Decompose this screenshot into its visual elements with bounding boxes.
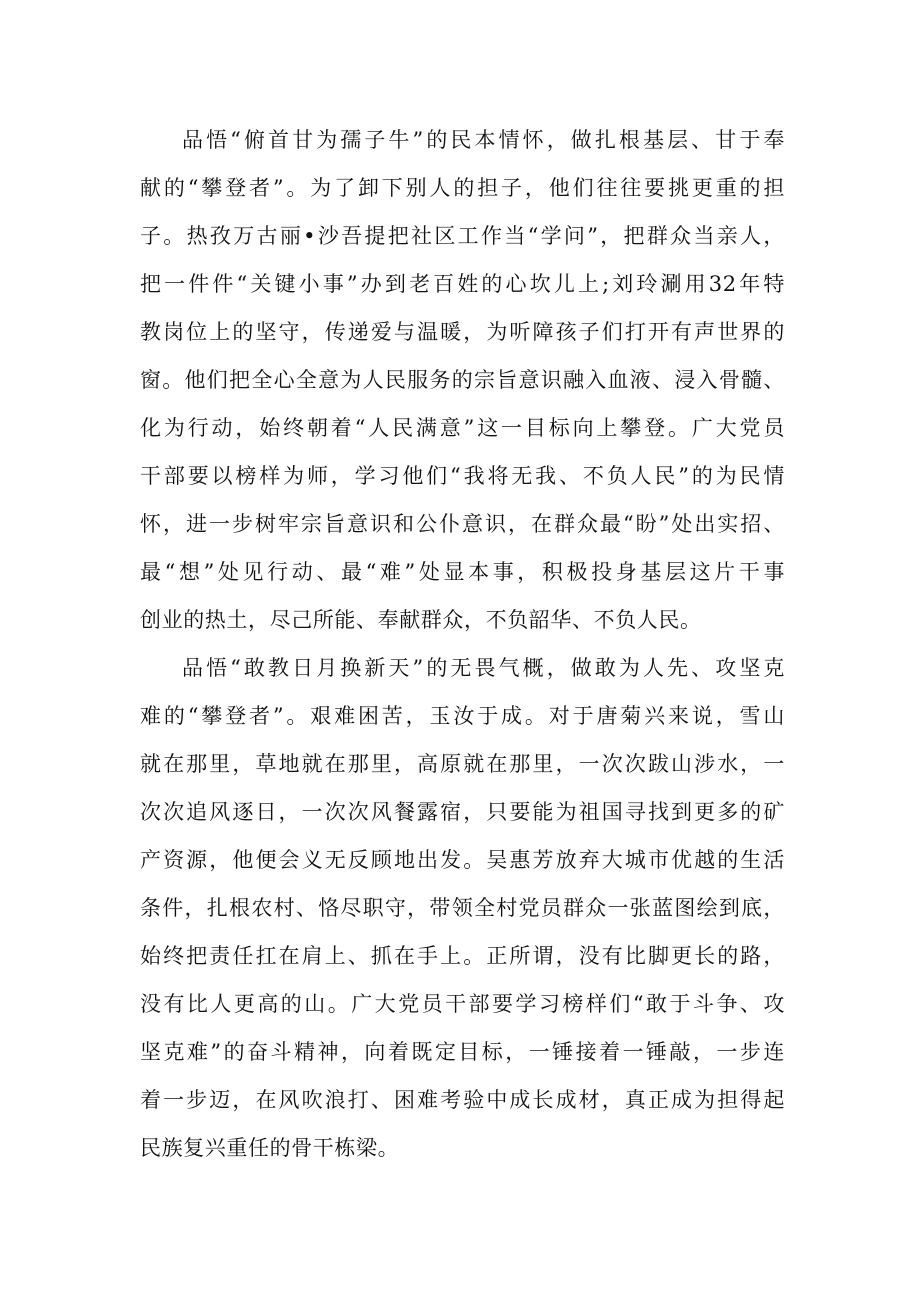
- paragraph-line: 子。热孜万古丽•沙吾提把社区工作当“学问”，把群众当亲人，: [140, 224, 785, 248]
- paragraph-line: 最“想”处见行动、最“难”处显本事，积极投身基层这片干事: [140, 560, 785, 584]
- paragraph-line: 窗。他们把全心全意为人民服务的宗旨意识融入血液、浸入骨髓、: [140, 368, 785, 392]
- paragraph-line: 没有比人更高的山。广大党员干部要学习榜样们“敢于斗争、攻: [140, 992, 785, 1016]
- paragraph-1: [140, 116, 785, 644]
- paragraph-line: 品悟“俯首甘为孺子牛”的民本情怀，做扎根基层、甘于奉: [182, 128, 785, 152]
- paragraph-line: 怀，进一步树牢宗旨意识和公仆意识，在群众最“盼”处出实招、: [140, 512, 785, 536]
- paragraph-line: 教岗位上的坚守，传递爱与温暖，为听障孩子们打开有声世界的: [140, 320, 785, 344]
- paragraph-line: 条件，扎根农村、恪尽职守，带领全村党员群众一张蓝图绘到底，: [140, 896, 785, 920]
- paragraph-line: 产资源，他便会义无反顾地出发。吴惠芳放弃大城市优越的生活: [140, 848, 785, 872]
- paragraph-line: 品悟“敢教日月换新天”的无畏气概，做敢为人先、攻坚克: [182, 656, 785, 680]
- document-body: [140, 116, 785, 1172]
- paragraph-line: 坚克难”的奋斗精神，向着既定目标，一锤接着一锤敲，一步连: [140, 1040, 785, 1064]
- paragraph-line: 把一件件“关键小事”办到老百姓的心坎儿上;刘玲涮用32年特: [140, 272, 785, 296]
- paragraph-line: 化为行动，始终朝着“人民满意”这一目标向上攀登。广大党员: [140, 416, 785, 440]
- paragraph-line: 始终把责任扛在肩上、抓在手上。正所谓，没有比脚更长的路，: [140, 944, 785, 968]
- paragraph-line: 民族复兴重任的骨干栋梁。: [140, 1136, 400, 1160]
- paragraph-line: 就在那里，草地就在那里，高原就在那里，一次次跋山涉水，一: [140, 752, 785, 776]
- paragraph-line: 次次追风逐日，一次次风餐露宿，只要能为祖国寻找到更多的矿: [140, 800, 785, 824]
- paragraph-line: 难的“攀登者”。艰难困苦，玉汝于成。对于唐菊兴来说，雪山: [140, 704, 785, 728]
- paragraph-line: 创业的热土，尽己所能、奉献群众，不负韶华、不负人民。: [140, 608, 702, 632]
- paragraph-line: 献的“攀登者”。为了卸下别人的担子，他们往往要挑更重的担: [140, 176, 785, 200]
- paragraph-line: 干部要以榜样为师，学习他们“我将无我、不负人民”的为民情: [140, 464, 785, 488]
- paragraph-line: 着一步迈，在风吹浪打、困难考验中成长成材，真正成为担得起: [140, 1088, 785, 1112]
- paragraph-2: [140, 644, 785, 1172]
